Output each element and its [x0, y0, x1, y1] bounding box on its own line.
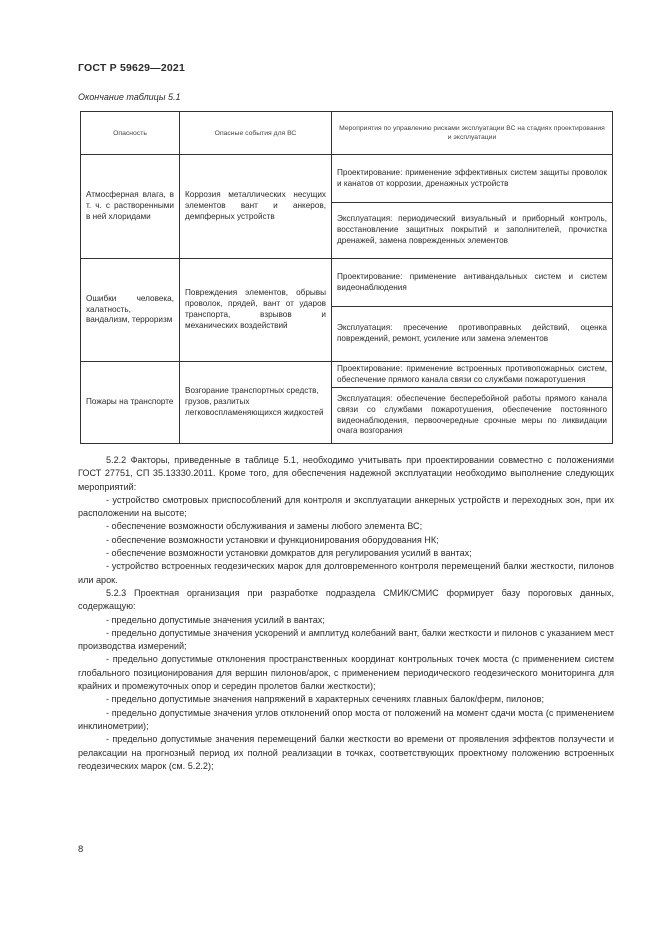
measure-operation-cell: Эксплуатация: обеспечение бесперебойной работы прямого канала связи со службами пожаротушения, обеспечение постоянного видеонаблюдения, первоочередные срочные меры по ликвидации очага возгорания	[332, 388, 613, 444]
document-id: ГОСТ Р 59629—2021	[78, 62, 186, 74]
measure-operation-cell: Эксплуатация: периодический визуальный и приборный контроль, восстановление защитных покрытий и заполнителей, прочистка дренажей, замена поврежденных элементов	[332, 203, 613, 259]
table-row	[81, 155, 613, 203]
measure-design-cell: Проектирование: применение антивандальных систем и систем видеонаблюдения	[332, 259, 613, 307]
risk-table	[80, 111, 613, 444]
table-header-row	[81, 112, 613, 155]
column-header-measures: Мероприятия по управлению рисками эксплуатации ВС на стадиях проектирования и эксплуатации	[332, 112, 613, 155]
table-caption: Окончание таблицы 5.1	[78, 92, 181, 102]
list-item: - обеспечение возможности обслуживания и замены любого элемента ВС;	[106, 521, 423, 532]
table-row	[81, 259, 613, 307]
measure-operation-cell: Эксплуатация: пресечение противоправных действий, оценка повреждений, ремонт, усиление или замена элементов	[332, 307, 613, 362]
list-item: - предельно допустимые значения напряжений в характерных сечениях главных балок/ферм, пилонов;	[106, 694, 544, 705]
body-text	[78, 454, 614, 773]
list-item: - предельно допустимые отклонения пространственных координат контрольных точек моста (с применением систем глобального позиционирования для вершин пилонов/арок, с применением периодического геодезического мониторинга для крайних и промежуточных опор и середин пролетов балки жесткости);	[78, 654, 614, 692]
column-header-hazard: Опасность	[81, 112, 180, 155]
hazard-cell: Ошибки человека, халатность, вандализм, терроризм	[81, 259, 180, 362]
paragraph: 5.2.2 Факторы, приведенные в таблице 5.1, необходимо учитывать при проектировании совместно с положениями ГОСТ 27751, СП 35.13330.2011. Кроме того, для обеспечения надежной эксплуатации необходимо выполнение следующих мероприятий:	[78, 455, 614, 492]
table-row	[81, 362, 613, 388]
hazard-cell: Пожары на транспорте	[81, 362, 180, 444]
list-item: - устройство смотровых приспособлений для контроля и эксплуатации анкерных устройств и переходных зон, при их расположении на высоте;	[78, 494, 614, 519]
measure-design-cell: Проектирование: применение эффективных систем защиты проволок и канатов от коррозии, дренажных устройств	[332, 155, 613, 203]
list-item: - предельно допустимые значения ускорений и амплитуд колебаний вант, балки жесткости и пилонов с указанием мест производства измерений;	[78, 627, 614, 652]
list-item: - предельно допустимые значения перемещений балки жесткости во времени от проявления эффектов ползучести и релаксации на прогнозный период их полной реализации в точках, соответствующих проектному положению встроенных геодезических марок (см. 5.2.2);	[78, 734, 614, 771]
list-item: - предельно допустимые значения усилий в вантах;	[106, 614, 325, 625]
list-item: - обеспечение возможности установки домкратов для регулирования усилий в вантах;	[106, 548, 472, 559]
page-number: 8	[78, 844, 84, 855]
list-item: - предельно допустимые значения углов отклонений опор моста от положений на момент сдачи моста (с применением инклинометрии);	[78, 707, 614, 731]
list-item: - устройство встроенных геодезических марок для долговременного контроля перемещений балки жесткости, пилонов или арок.	[78, 561, 614, 585]
hazard-cell: Атмосферная влага, в т. ч. с растворенными в ней хлоридами	[81, 155, 180, 259]
measure-design-cell: Проектирование: применение встроенных противопожарных систем, обеспечение прямого канала связи со службами пожаротушения	[332, 362, 613, 388]
events-cell: Коррозия металлических несущих элементов вант и анкеров, демпферных устройств	[180, 155, 332, 259]
column-header-events: Опасные события для ВС	[180, 112, 332, 155]
paragraph: 5.2.3 Проектная организация при разработке подраздела СМИК/СМИС формирует базу пороговых данных, содержащую:	[78, 587, 614, 612]
events-cell: Повреждения элементов, обрывы проволок, прядей, вант от ударов транспорта, взрывов и механических воздействий	[180, 259, 332, 362]
events-cell: Возгорание транспортных средств, грузов, разлитых легковоспламеняющихся жидкостей	[180, 362, 332, 444]
list-item: - обеспечение возможности установки и функционирования оборудования НК;	[106, 534, 439, 545]
